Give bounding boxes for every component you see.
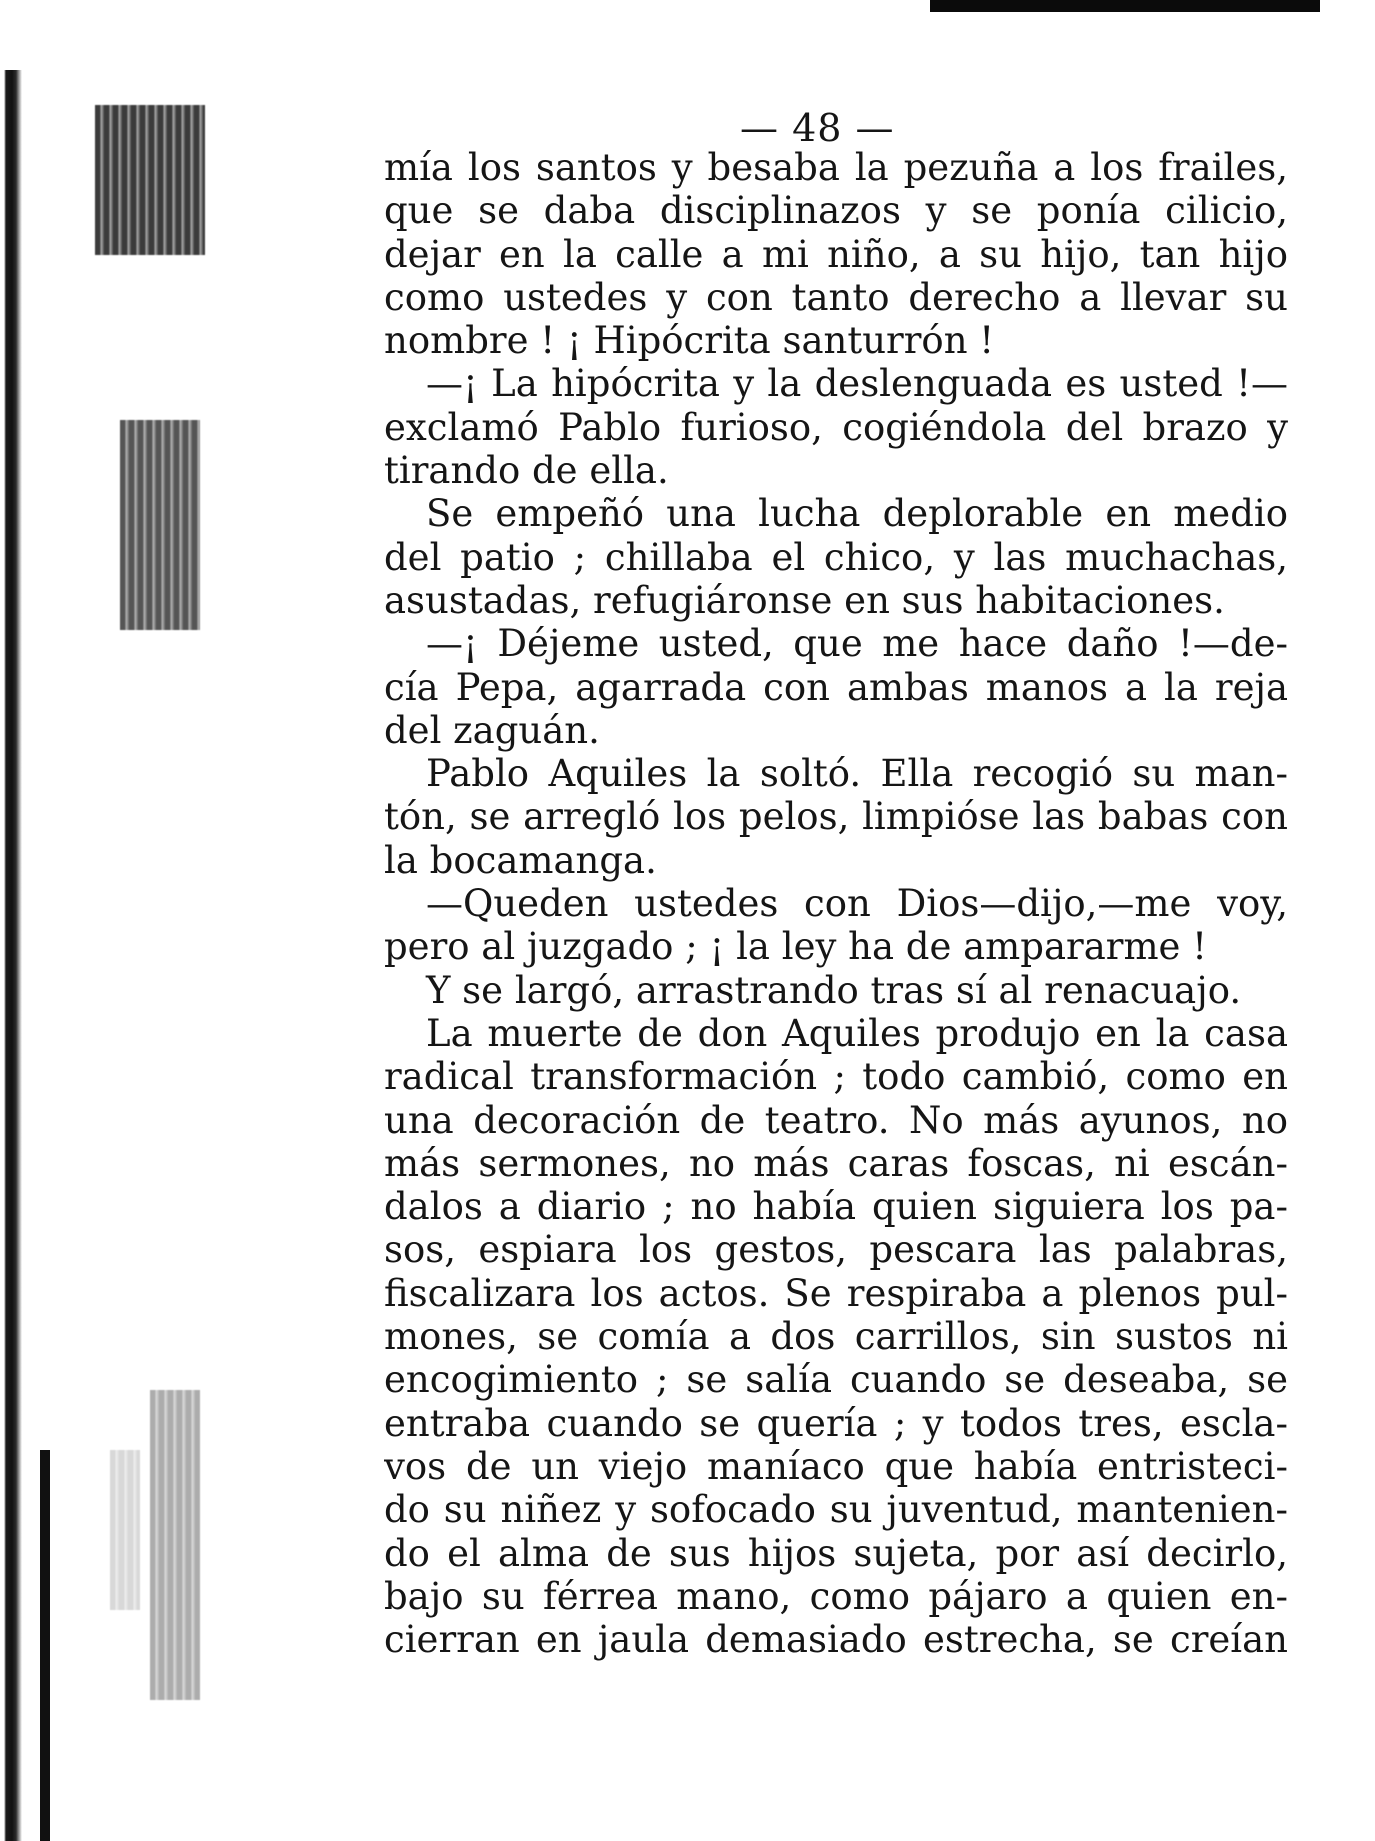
text-line: do el alma de sus hijos sujeta, por así decirlo, (384, 1531, 1288, 1575)
text-line: Pablo Aquiles la soltó. Ella recogió su man- (426, 752, 1288, 796)
text-line: fiscalizara los actos. Se respiraba a plenos pul- (384, 1271, 1288, 1315)
scan-smudge (95, 105, 205, 255)
text-line: vos de un viejo maníaco que había entristeci- (384, 1444, 1288, 1488)
text-line: —Queden ustedes con Dios—dijo,—me voy, (426, 882, 1288, 926)
text-line: dalos a diario ; no había quien siguiera los pa- (384, 1185, 1288, 1229)
text-line: sos, espiara los gestos, pescara las palabras, (384, 1228, 1288, 1272)
text-line: tón, se arregló los pelos, limpióse las babas con (384, 795, 1288, 839)
binding-edge-shadow (0, 70, 22, 1841)
text-line: encogimiento ; se salía cuando se deseaba, se (384, 1358, 1288, 1402)
text-line: —¡ La hipócrita y la deslenguada es usted !— (426, 362, 1288, 406)
text-line: Y se largó, arrastrando tras sí al renacuajo. (426, 968, 1242, 1012)
text-line: como ustedes y con tanto derecho a llevar su (384, 275, 1288, 319)
text-line: del patio ; chillaba el chico, y las muchachas, (384, 535, 1288, 579)
text-line: entraba cuando se quería ; y todos tres, escla- (384, 1401, 1288, 1445)
text-line: cía Pepa, agarrada con ambas manos a la reja (384, 665, 1288, 709)
text-line: tirando de ella. (384, 449, 669, 493)
page-number: — 48 — (740, 106, 895, 150)
text-line: exclamó Pablo furioso, cogiéndola del brazo y (384, 405, 1288, 449)
text-line: nombre ! ¡ Hipócrita santurrón ! (384, 319, 995, 363)
text-line: pero al juzgado ; ¡ la ley ha de ampararme ! (384, 925, 1208, 969)
text-line: do su niñez y sofocado su juventud, mantenien- (384, 1488, 1288, 1532)
text-line: del zaguán. (384, 708, 600, 752)
text-line: la bocamanga. (384, 838, 657, 882)
scan-smudge (150, 1390, 200, 1700)
text-line: una decoración de teatro. No más ayunos, no (384, 1098, 1288, 1142)
text-line: más sermones, no más caras foscas, ni escán- (384, 1141, 1288, 1185)
text-line: mía los santos y besaba la pezuña a los frailes, (384, 146, 1288, 189)
scan-smudge (110, 1450, 140, 1610)
text-line: dejar en la calle a mi niño, a su hijo, tan hijo (384, 232, 1288, 276)
text-line: cierran en jaula demasiado estrecha, se creían (384, 1618, 1288, 1662)
text-line: radical transformación ; todo cambió, como en (384, 1055, 1288, 1099)
body-text (384, 146, 1288, 1661)
text-line: bajo su férrea mano, como pájaro a quien en- (384, 1574, 1288, 1618)
text-line: Se empeñó una lucha deplorable en medio (426, 492, 1288, 536)
text-line: mones, se comía a dos carrillos, sin sustos ni (384, 1315, 1288, 1359)
top-edge-rule (930, 0, 1320, 12)
text-line: —¡ Déjeme usted, que me hace daño !—de- (426, 622, 1288, 666)
scan-smudge (120, 420, 200, 630)
text-line: que se daba disciplinazos y se ponía cilicio, (384, 189, 1288, 233)
text-line: La muerte de don Aquiles produjo en la casa (426, 1011, 1288, 1055)
text-line: asustadas, refugiáronse en sus habitaciones. (384, 578, 1225, 622)
